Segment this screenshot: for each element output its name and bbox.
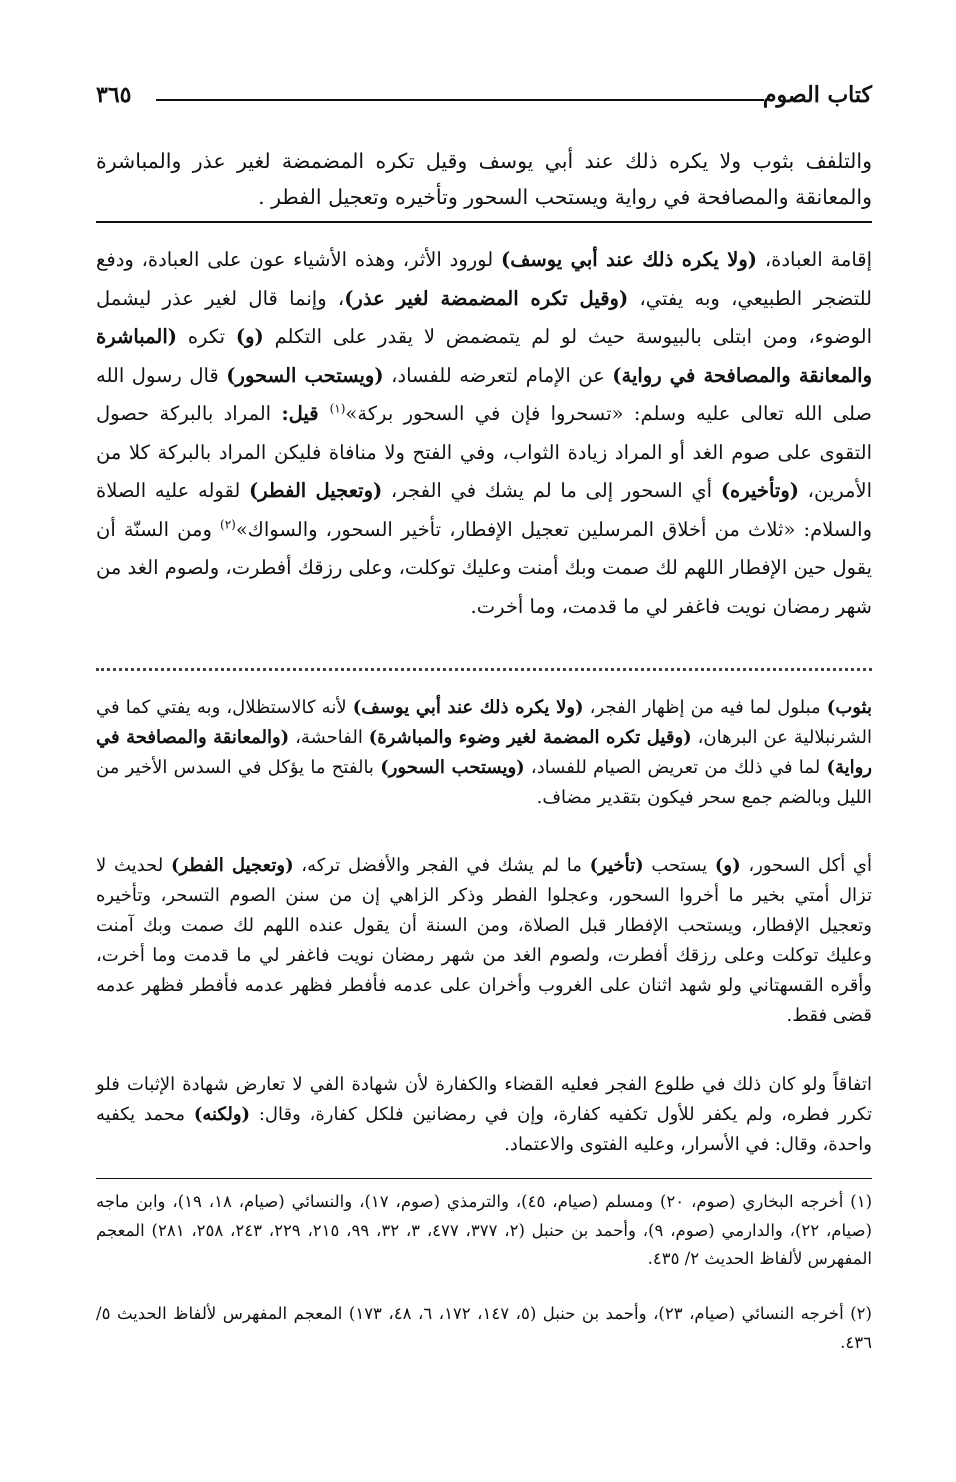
commentary-quote: (ولا يكره ذلك عند أبي يوسف)	[500, 248, 758, 271]
gloss-span: الفاحشة،	[289, 727, 369, 748]
commentary-text	[96, 241, 872, 626]
gloss-span: يستحب	[643, 855, 715, 876]
footnote-2	[96, 1300, 872, 1357]
commentary-span: تكره	[177, 325, 236, 348]
commentary-span: لقوله عليه الصلاة والسلام: «ثلاث من أخلاق المرسلين تعجيل الإفطار، تأخير السحور، والسواك»	[96, 479, 872, 541]
header-rule	[156, 99, 764, 101]
page-number: ٣٦٥	[96, 82, 132, 108]
main-text-divider	[96, 221, 872, 223]
main-text	[96, 143, 872, 215]
main-text-body: والتلفف بثوب ولا يكره ذلك عند أبي يوسف وقيل تكره المضمضة لغير عذر والمباشرة والمعانقة والمصافحة في رواية ويستحب السحور وتأخيره وتعجيل الفطر .	[96, 149, 872, 209]
gloss-quote: (ولا يكره ذلك عند أبي يوسف)	[352, 697, 584, 718]
gloss-span: لما في ذلك من تعريض الصيام للفساد،	[524, 757, 827, 778]
gloss-span: اتفاقاً ولو كان ذلك في طلوع الفجر فعليه القضاء والكفارة لأن شهادة الفي لا تعارض شهادة الإثبات فلو تكرر فطره، ولم يكفر للأول تكفيه كفارة، وإن في رمضانين فلكل كفارة، وقال:	[96, 1074, 872, 1125]
gloss-span: لحديث لا تزال أمتي بخير ما أخروا السحور، وعجلوا الفطر وذكر الزاهي إن من سنن الصوم التسحر، وتأخيره وتعجيل الإفطار، ويستحب الإفطار قبل الصلاة، ومن السنة أن يقول عنده اللهم لك صمت وبك آمنت وعليك توكلت وعلى رزقك أفطرت، ولصوم الغد من شهر رمضان نويت فاغفر لي ما قدمت وما أخرت، وأقره القسهتاني ولو شهد اثنان على الغروب وأخران على عدمه فأفطر فظهر عدمه فأفطر فظهر عدمه قضى فقط.	[96, 855, 872, 1026]
gloss-quote: (ويستحب السحور)	[380, 757, 525, 778]
gloss-quote: بثوب)	[826, 697, 872, 718]
footnote-1	[96, 1188, 872, 1274]
gloss-span: مبلول لما فيه من إظهار الفجر،	[583, 697, 827, 718]
commentary-span: المراد بالبركة حصول التقوى على صوم الغد أو المراد زيادة الثواب، وفي الفتح ولا منافاة فليكن المراد بالبركة كلا من الأمرين،	[96, 402, 872, 502]
commentary-span: عن الإمام لتعرضه للفساد،	[383, 363, 613, 387]
commentary-span: أي السحور إلى ما لم يشك في الفجر،	[382, 479, 721, 502]
gloss-span: بالفتح ما يؤكل في السدس الأخير من الليل وبالضم جمع سحر فيكون بتقدير مضاف.	[96, 757, 872, 808]
gloss-quote: (والمعانقة والمصافحة في رواية)	[96, 727, 872, 778]
gloss-quote: (ولكنه)	[193, 1104, 251, 1125]
footnote-text: (٢) أخرجه النسائي (صيام، ٢٣)، وأحمد بن حنبل (٥، ١٤٧، ١٧٢، ٦، ٤٨، ١٧٣) المعجم المفهرس لألفاظ الحديث ٥/ ٤٣٦.	[96, 1304, 872, 1352]
commentary-span: لورود الأثر، وهذه الأشياء عون على العبادة، ودفع للتضجر الطبيعي، وبه يفتي،	[96, 248, 872, 310]
gloss-quote: (وقيل تكره المضمة لغير وضوء والمباشرة)	[368, 727, 692, 748]
footnote-text: (١) أخرجه البخاري (صوم، ٢٠) ومسلم (صيام، ٤٥)، والترمذي (صوم، ١٧)، والنسائي (صيام، ١٨، ١٩)، وابن ماجه (صيام، ٢٢)، والدارمي (صوم، ٩)، وأحمد بن حنبل (٢، ٣٧٧، ٤٧٧، ٣، ٣٢، ٩٩، ٢١٥، ٢٢٩، ٢٤٣، ٢٥٨، ٢٨١) المعجم المفهرس لألفاظ الحديث ٢/ ٤٣٥.	[96, 1192, 873, 1268]
gloss-span: محمد يكفيه واحدة، وقال: في الأسرار، وعليه الفتوى والاعتماد.	[96, 1104, 872, 1155]
gloss-paragraph-2	[96, 851, 872, 1031]
chapter-title: كتاب الصوم	[762, 82, 872, 108]
commentary-span: ، وإنما قال لغير عذر ليشمل الوضوء، ومن ابتلى بالبيوسة حيث لو لم يتمضمض لا يقدر على التكلم	[96, 286, 872, 348]
gloss-paragraph-3	[96, 1070, 872, 1160]
footnote-ref[interactable]: (٢)	[220, 517, 236, 531]
commentary-quote: (وتعجيل الفطر)	[248, 479, 383, 502]
gloss-quote: (و)	[714, 855, 741, 876]
page-header	[96, 82, 872, 116]
commentary-quote: (ويستحب السحور)	[226, 363, 384, 387]
commentary-quote: قيل:	[281, 402, 330, 425]
gloss-paragraph-1	[96, 693, 872, 813]
commentary-quote: (المباشرة والمعانقة والمصافحة في رواية)	[96, 325, 872, 387]
footnote-ref[interactable]: (١)	[329, 401, 346, 416]
gloss-quote: (تأخير)	[589, 855, 644, 876]
gloss-span: أي أكل السحور،	[740, 855, 873, 876]
commentary-span: ومن السنّة أن يقول حين الإفطار اللهم لك صمت وبك أمنت وعليك توكلت، وعلى رزقك أفطرت، ولصوم الغد من شهر رمضان نويت فاغفر لي ما قدمت، وما أخرت.	[96, 517, 872, 618]
commentary-quote: (و)	[235, 325, 264, 348]
gloss-span: ما لم يشك في الفجر والأفضل تركه،	[293, 855, 590, 876]
commentary-span: إقامة العبادة،	[757, 248, 873, 271]
commentary-span: قال رسول الله صلى الله تعالى عليه وسلم: «تسحروا فإن في السحور بركة»	[96, 363, 872, 425]
gloss-span: لأنه كالاستظلال، وبه يفتي كما في الشرنبلالية عن البرهان،	[96, 697, 873, 748]
footnote-divider	[96, 1178, 872, 1179]
commentary-quote: (وقيل تكره المضمضة لغير عذر)	[344, 286, 629, 310]
gloss-quote: (وتعجيل الفطر)	[170, 855, 294, 876]
dotted-divider	[96, 668, 872, 671]
commentary-quote: (وتأخيره)	[720, 479, 799, 502]
